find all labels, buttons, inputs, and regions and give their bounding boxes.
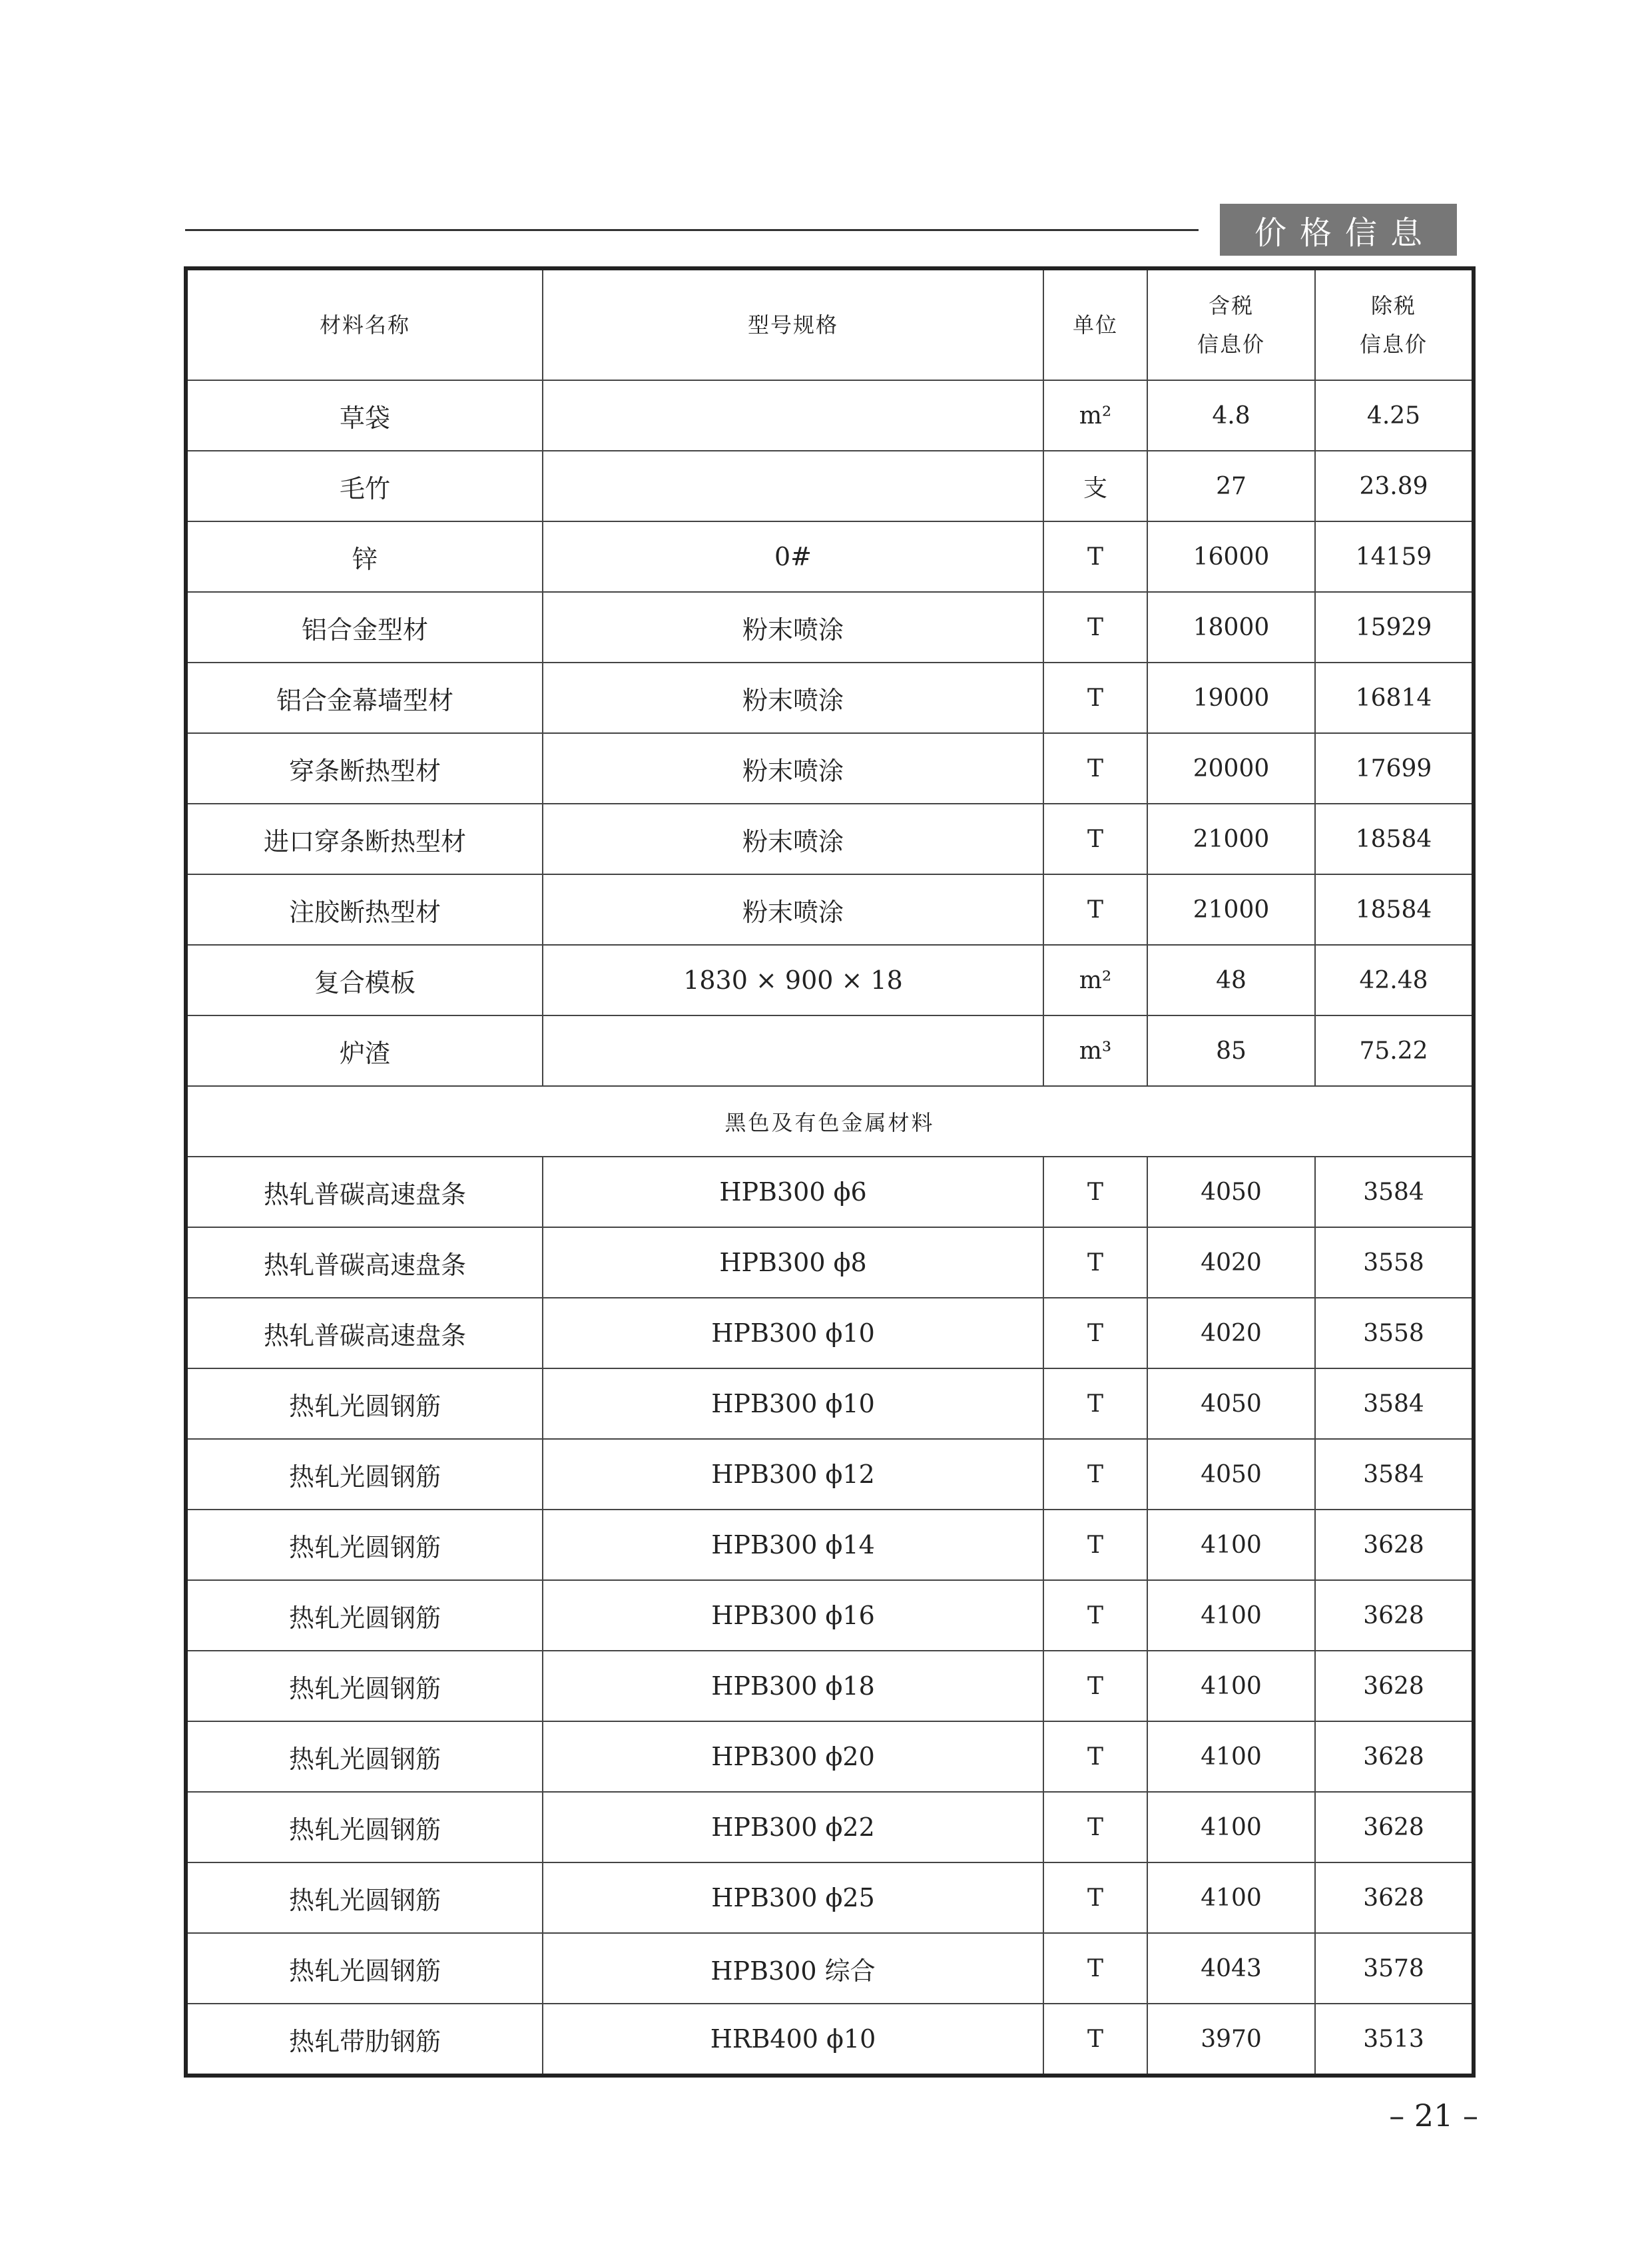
page-number: – 21 – <box>1389 2098 1478 2133</box>
cell-price-excl-tax: 3628 <box>1315 1862 1474 1933</box>
cell-price-incl-tax: 4050 <box>1147 1439 1315 1510</box>
cell-unit: T <box>1043 521 1147 592</box>
cell-price-incl-tax: 4100 <box>1147 1721 1315 1792</box>
cell-unit: T <box>1043 1227 1147 1298</box>
cell-model-spec: HPB300 ϕ8 <box>543 1227 1043 1298</box>
table-row <box>186 2004 1474 2076</box>
cell-price-incl-tax: 4020 <box>1147 1227 1315 1298</box>
price-table <box>184 266 1476 2078</box>
cell-price-excl-tax: 4.25 <box>1315 380 1474 451</box>
cell-price-excl-tax: 3628 <box>1315 1721 1474 1792</box>
table-row <box>186 451 1474 521</box>
cell-unit: T <box>1043 733 1147 804</box>
cell-price-incl-tax: 21000 <box>1147 804 1315 874</box>
cell-price-incl-tax: 4043 <box>1147 1933 1315 2004</box>
table-row <box>186 1862 1474 1933</box>
cell-material-name: 草袋 <box>186 380 543 451</box>
cell-price-incl-tax: 4100 <box>1147 1862 1315 1933</box>
table-row <box>186 1368 1474 1439</box>
section-title: 价格信息 <box>1254 214 1436 252</box>
cell-model-spec: HRB400 ϕ10 <box>543 2004 1043 2076</box>
cell-unit: T <box>1043 1862 1147 1933</box>
table-row <box>186 521 1474 592</box>
cell-material-name: 热轧光圆钢筋 <box>186 1862 543 1933</box>
cell-unit: T <box>1043 1439 1147 1510</box>
cell-price-excl-tax: 15929 <box>1315 592 1474 663</box>
cell-material-name: 炉渣 <box>186 1015 543 1086</box>
table-row <box>186 592 1474 663</box>
cell-model-spec: HPB300 ϕ10 <box>543 1298 1043 1368</box>
cell-price-incl-tax: 4100 <box>1147 1510 1315 1580</box>
cell-model-spec: HPB300 ϕ10 <box>543 1368 1043 1439</box>
cell-price-excl-tax: 17699 <box>1315 733 1474 804</box>
cell-material-name: 复合模板 <box>186 945 543 1015</box>
table-row <box>186 945 1474 1015</box>
table-row <box>186 1439 1474 1510</box>
table-row <box>186 663 1474 733</box>
table-body-metal-materials <box>186 1157 1474 2076</box>
group-header-row <box>186 1086 1474 1157</box>
cell-material-name: 毛竹 <box>186 451 543 521</box>
cell-price-excl-tax: 3578 <box>1315 1933 1474 2004</box>
cell-material-name: 热轧光圆钢筋 <box>186 1933 543 2004</box>
cell-price-excl-tax: 42.48 <box>1315 945 1474 1015</box>
cell-price-excl-tax: 3558 <box>1315 1227 1474 1298</box>
cell-price-incl-tax: 3970 <box>1147 2004 1315 2076</box>
cell-unit: m³ <box>1043 1015 1147 1086</box>
cell-price-excl-tax: 3584 <box>1315 1439 1474 1510</box>
cell-material-name: 热轧带肋钢筋 <box>186 2004 543 2076</box>
cell-model-spec: 粉末喷涂 <box>543 592 1043 663</box>
cell-unit: T <box>1043 1933 1147 2004</box>
cell-material-name: 铝合金型材 <box>186 592 543 663</box>
cell-price-incl-tax: 16000 <box>1147 521 1315 592</box>
cell-unit: T <box>1043 1510 1147 1580</box>
cell-unit: T <box>1043 1792 1147 1862</box>
table-row <box>186 1651 1474 1721</box>
table-row <box>186 1933 1474 2004</box>
cell-price-excl-tax: 3628 <box>1315 1651 1474 1721</box>
cell-price-incl-tax: 85 <box>1147 1015 1315 1086</box>
cell-model-spec: 1830 × 900 × 18 <box>543 945 1043 1015</box>
table-body-misc-materials <box>186 380 1474 1086</box>
cell-model-spec: 0# <box>543 521 1043 592</box>
cell-material-name: 热轧普碳高速盘条 <box>186 1227 543 1298</box>
header-price-incl-tax: 含税 信息价 <box>1147 268 1315 380</box>
cell-model-spec: 粉末喷涂 <box>543 874 1043 945</box>
cell-unit: m² <box>1043 945 1147 1015</box>
cell-price-excl-tax: 75.22 <box>1315 1015 1474 1086</box>
cell-unit: T <box>1043 1368 1147 1439</box>
cell-material-name: 热轧普碳高速盘条 <box>186 1298 543 1368</box>
table-row <box>186 804 1474 874</box>
table-row <box>186 1015 1474 1086</box>
cell-material-name: 热轧光圆钢筋 <box>186 1510 543 1580</box>
cell-model-spec: HPB300 ϕ20 <box>543 1721 1043 1792</box>
cell-model-spec: HPB300 ϕ22 <box>543 1792 1043 1862</box>
cell-unit: T <box>1043 592 1147 663</box>
cell-price-incl-tax: 48 <box>1147 945 1315 1015</box>
cell-model-spec: HPB300 ϕ25 <box>543 1862 1043 1933</box>
table-row <box>186 733 1474 804</box>
cell-unit: T <box>1043 1580 1147 1651</box>
cell-material-name: 锌 <box>186 521 543 592</box>
table-header-row <box>186 268 1474 380</box>
cell-material-name: 进口穿条断热型材 <box>186 804 543 874</box>
cell-material-name: 热轧光圆钢筋 <box>186 1721 543 1792</box>
cell-price-incl-tax: 27 <box>1147 451 1315 521</box>
cell-price-excl-tax: 3584 <box>1315 1157 1474 1227</box>
cell-price-incl-tax: 4.8 <box>1147 380 1315 451</box>
cell-unit: T <box>1043 663 1147 733</box>
cell-price-incl-tax: 4100 <box>1147 1792 1315 1862</box>
cell-model-spec: HPB300 ϕ6 <box>543 1157 1043 1227</box>
table-row <box>186 1792 1474 1862</box>
cell-price-incl-tax: 18000 <box>1147 592 1315 663</box>
cell-price-incl-tax: 4100 <box>1147 1580 1315 1651</box>
cell-model-spec <box>543 1015 1043 1086</box>
cell-unit: T <box>1043 1651 1147 1721</box>
cell-price-incl-tax: 4050 <box>1147 1157 1315 1227</box>
table-row <box>186 1227 1474 1298</box>
cell-price-incl-tax: 4050 <box>1147 1368 1315 1439</box>
cell-model-spec: 粉末喷涂 <box>543 663 1043 733</box>
cell-price-excl-tax: 3628 <box>1315 1510 1474 1580</box>
cell-model-spec <box>543 451 1043 521</box>
group-title: 黑色及有色金属材料 <box>186 1086 1474 1157</box>
cell-price-excl-tax: 16814 <box>1315 663 1474 733</box>
header-unit: 单位 <box>1043 268 1147 380</box>
cell-material-name: 热轧普碳高速盘条 <box>186 1157 543 1227</box>
cell-model-spec: HPB300 ϕ18 <box>543 1651 1043 1721</box>
cell-material-name: 热轧光圆钢筋 <box>186 1651 543 1721</box>
header-material-name: 材料名称 <box>186 268 543 380</box>
cell-model-spec: 粉末喷涂 <box>543 804 1043 874</box>
cell-material-name: 热轧光圆钢筋 <box>186 1368 543 1439</box>
cell-price-excl-tax: 18584 <box>1315 874 1474 945</box>
cell-unit: T <box>1043 2004 1147 2076</box>
cell-model-spec: 粉末喷涂 <box>543 733 1043 804</box>
cell-unit: T <box>1043 874 1147 945</box>
section-title-badge <box>1220 204 1457 256</box>
cell-price-excl-tax: 3628 <box>1315 1792 1474 1862</box>
cell-price-excl-tax: 3513 <box>1315 2004 1474 2076</box>
cell-price-excl-tax: 23.89 <box>1315 451 1474 521</box>
cell-material-name: 注胶断热型材 <box>186 874 543 945</box>
cell-material-name: 铝合金幕墙型材 <box>186 663 543 733</box>
cell-price-incl-tax: 21000 <box>1147 874 1315 945</box>
table-row <box>186 1510 1474 1580</box>
table-row <box>186 380 1474 451</box>
cell-unit: T <box>1043 1721 1147 1792</box>
cell-material-name: 穿条断热型材 <box>186 733 543 804</box>
cell-price-incl-tax: 20000 <box>1147 733 1315 804</box>
cell-price-incl-tax: 4100 <box>1147 1651 1315 1721</box>
cell-model-spec: HPB300 综合 <box>543 1933 1043 2004</box>
cell-material-name: 热轧光圆钢筋 <box>186 1439 543 1510</box>
header-rule <box>185 229 1199 231</box>
cell-unit: T <box>1043 1298 1147 1368</box>
cell-price-excl-tax: 3584 <box>1315 1368 1474 1439</box>
header-price-excl-tax: 除税 信息价 <box>1315 268 1474 380</box>
table-row <box>186 1298 1474 1368</box>
table-row <box>186 1580 1474 1651</box>
cell-price-incl-tax: 19000 <box>1147 663 1315 733</box>
cell-unit: m² <box>1043 380 1147 451</box>
cell-model-spec: HPB300 ϕ14 <box>543 1510 1043 1580</box>
cell-model-spec: HPB300 ϕ12 <box>543 1439 1043 1510</box>
table-row <box>186 1721 1474 1792</box>
cell-model-spec <box>543 380 1043 451</box>
cell-material-name: 热轧光圆钢筋 <box>186 1792 543 1862</box>
table-group-metal <box>186 1086 1474 1157</box>
table-row <box>186 1157 1474 1227</box>
cell-price-excl-tax: 3558 <box>1315 1298 1474 1368</box>
cell-model-spec: HPB300 ϕ16 <box>543 1580 1043 1651</box>
cell-price-excl-tax: 3628 <box>1315 1580 1474 1651</box>
cell-unit: T <box>1043 804 1147 874</box>
header-model-spec: 型号规格 <box>543 268 1043 380</box>
cell-price-incl-tax: 4020 <box>1147 1298 1315 1368</box>
cell-unit: T <box>1043 1157 1147 1227</box>
cell-material-name: 热轧光圆钢筋 <box>186 1580 543 1651</box>
table-row <box>186 874 1474 945</box>
cell-unit: 支 <box>1043 451 1147 521</box>
cell-price-excl-tax: 18584 <box>1315 804 1474 874</box>
cell-price-excl-tax: 14159 <box>1315 521 1474 592</box>
